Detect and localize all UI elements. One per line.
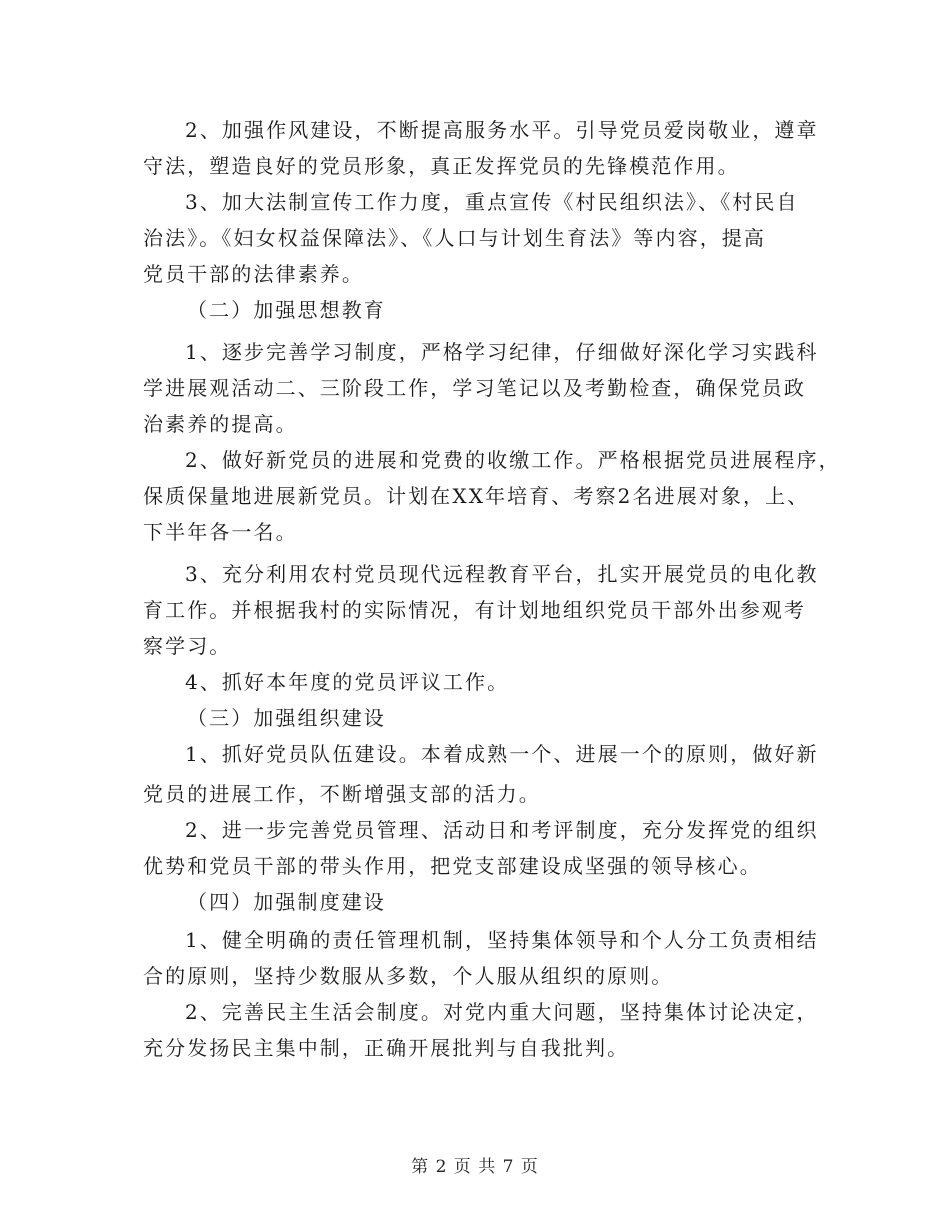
page-number-footer: 第 2 页 共 7 页 bbox=[411, 1157, 539, 1177]
paragraph-line: 2、完善民主生活会制度。对党内重大问题，坚持集体讨论决定， bbox=[185, 1000, 819, 1024]
paragraph-line: 合的原则，坚持少数服从多数，个人服从组织的原则。 bbox=[143, 964, 674, 988]
paragraph-line: 下半年各一名。 bbox=[143, 520, 298, 544]
paragraph-line: 4、抓好本年度的党员评议工作。 bbox=[185, 670, 510, 694]
paragraph-line: 治法》。《妇女权益保障法》、《人口与计划生育法》等内容，提高 bbox=[143, 226, 766, 250]
paragraph-line: 2、加强作风建设，不断提高服务水平。引导党员爱岗敬业，遵章 bbox=[185, 118, 819, 142]
paragraph-line: 1、健全明确的责任管理机制，坚持集体领导和个人分工负责相结 bbox=[185, 928, 819, 952]
paragraph-line: 3、加大法制宣传工作力度，重点宣传《村民组织法》、《村民自 bbox=[185, 190, 799, 214]
paragraph-line: 2、做好新党员的进展和党费的收缴工作。严格根据党员进展程序， bbox=[185, 448, 841, 472]
section-heading: （四）加强制度建设 bbox=[187, 890, 386, 914]
paragraph-line: 育工作。并根据我村的实际情况，有计划地组织党员干部外出参观考 bbox=[143, 598, 806, 622]
paragraph-line: 察学习。 bbox=[143, 634, 232, 658]
paragraph-line: 党员干部的法律素养。 bbox=[143, 262, 364, 286]
paragraph-line: 党员的进展工作，不断增强支部的活力。 bbox=[143, 782, 541, 806]
paragraph-line: 学进展观活动二、三阶段工作，学习笔记以及考勤检查，确保党员政 bbox=[143, 376, 806, 400]
paragraph-line: 1、逐步完善学习制度，严格学习纪律，仔细做好深化学习实践科 bbox=[185, 340, 819, 364]
paragraph-line: 2、进一步完善党员管理、活动日和考评制度，充分发挥党的组织 bbox=[185, 818, 819, 842]
paragraph-line: 1、抓好党员队伍建设。本着成熟一个、进展一个的原则，做好新 bbox=[185, 742, 819, 766]
paragraph-line: 治素养的提高。 bbox=[143, 412, 298, 436]
paragraph-line: 优势和党员干部的带头作用，把党支部建设成坚强的领导核心。 bbox=[143, 854, 762, 878]
paragraph-line: 保质保量地进展新党员。计划在XX年培育、考察2名进展对象，上、 bbox=[143, 484, 810, 508]
section-heading: （三）加强组织建设 bbox=[187, 706, 386, 730]
paragraph-line: 充分发扬民主集中制，正确开展批判与自我批判。 bbox=[143, 1036, 630, 1060]
paragraph-line: 守法，塑造良好的党员形象，真正发挥党员的先锋模范作用。 bbox=[143, 154, 740, 178]
paragraph-line: 3、充分利用农村党员现代远程教育平台，扎实开展党员的电化教 bbox=[185, 562, 819, 586]
section-heading: （二）加强思想教育 bbox=[187, 298, 386, 322]
